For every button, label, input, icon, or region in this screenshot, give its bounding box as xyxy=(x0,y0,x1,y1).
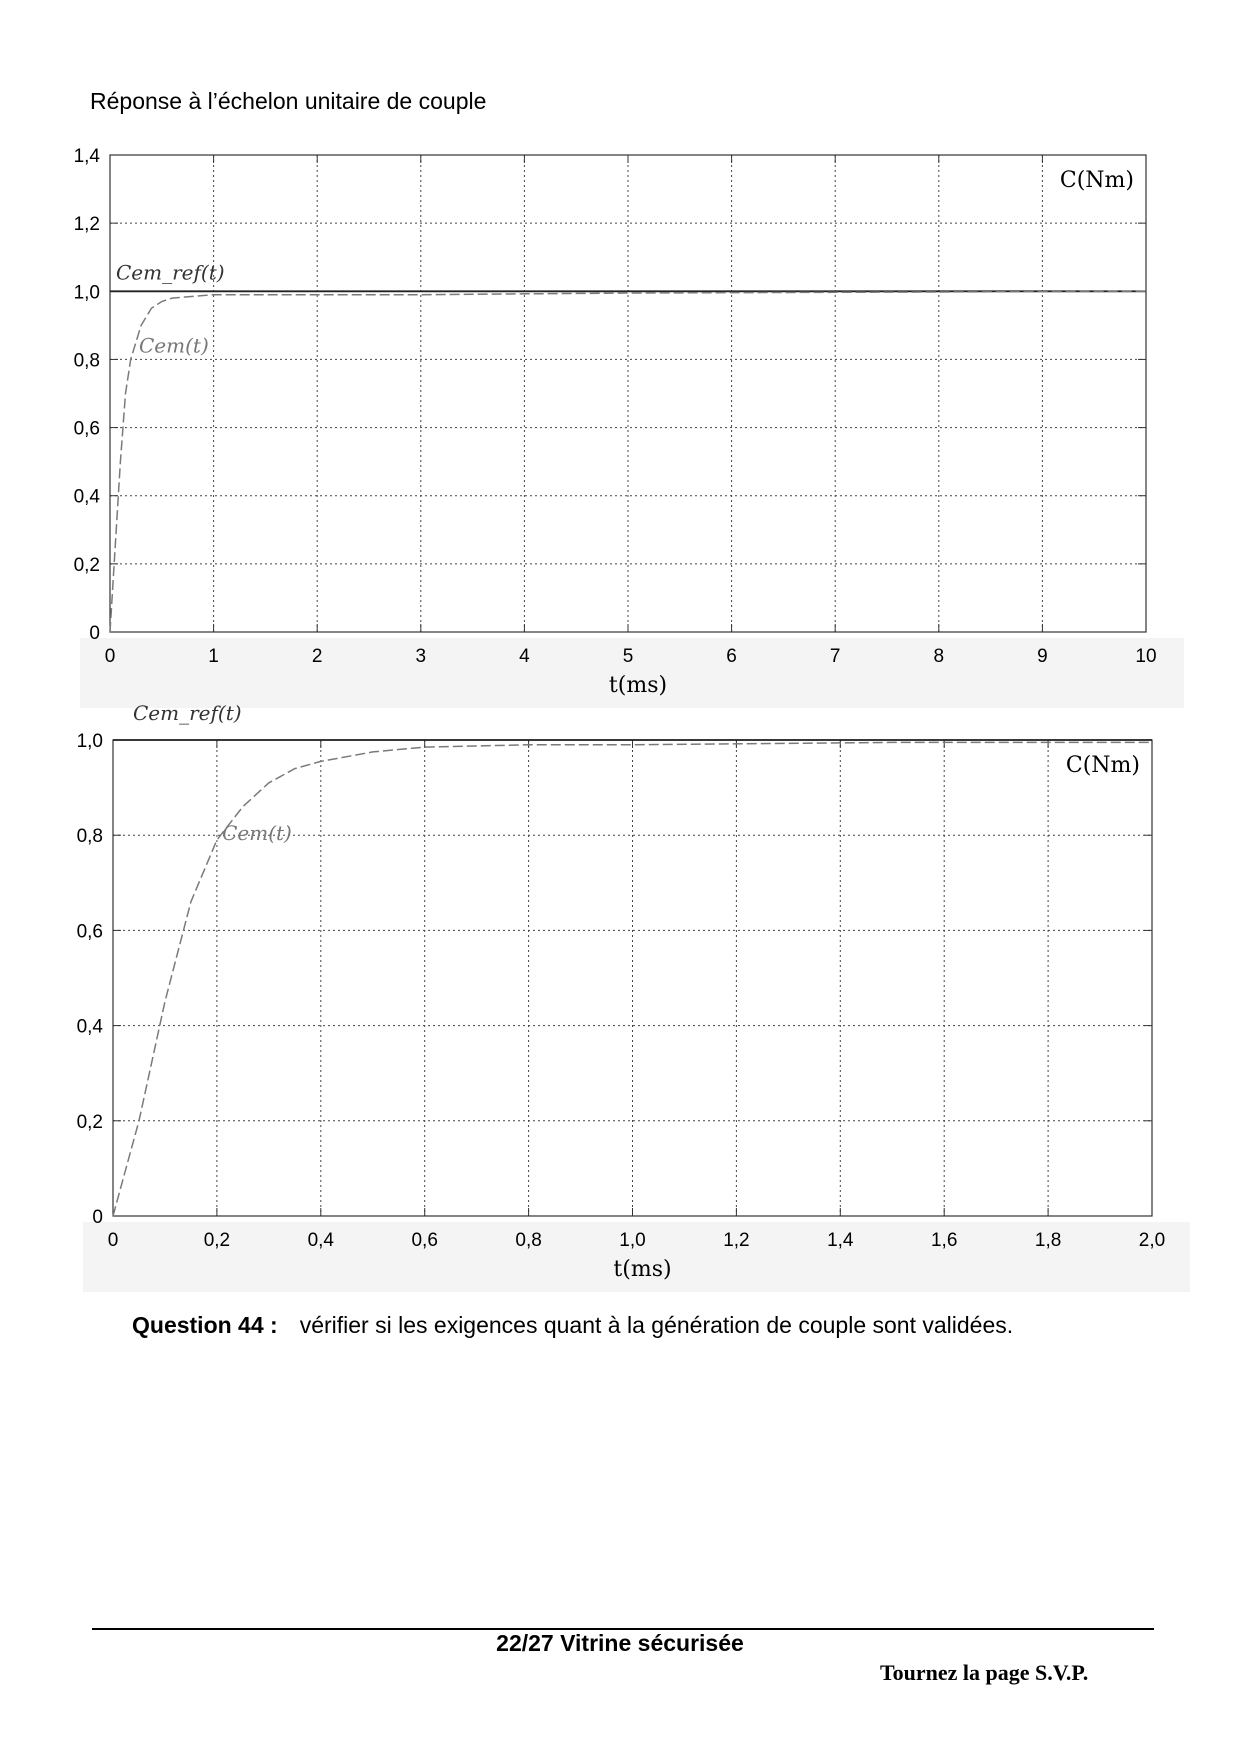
x-tick-label: 0,4 xyxy=(307,1230,335,1251)
y-tick-label: 1,2 xyxy=(73,214,100,236)
series-label-ref: Cem_ref(t) xyxy=(116,260,225,285)
x-tick-label: 6 xyxy=(726,646,737,667)
y-tick-label: 1,0 xyxy=(76,731,103,752)
y-axis-label: C(Nm) xyxy=(1065,753,1140,778)
x-tick-label: 7 xyxy=(829,646,841,667)
x-tick-label: 1,2 xyxy=(723,1230,750,1251)
y-tick-label: 0,6 xyxy=(76,921,103,943)
y-tick-label: 0,2 xyxy=(73,554,100,576)
series-label-em: Cem(t) xyxy=(139,333,209,358)
x-tick-label: 8 xyxy=(933,646,945,667)
x-tick-label: 0,8 xyxy=(515,1230,542,1251)
x-tick-label: 1,0 xyxy=(619,1230,646,1251)
x-tick-label: 2 xyxy=(311,646,323,667)
x-tick-label: 0,6 xyxy=(411,1230,438,1251)
y-tick-label: 0,8 xyxy=(76,826,103,848)
page-title: Réponse à l’échelon unitaire de couple xyxy=(90,88,487,114)
x-tick-label: 1,4 xyxy=(827,1230,854,1251)
y-tick-label: 1,0 xyxy=(73,282,100,304)
series-line xyxy=(113,742,1152,1216)
question xyxy=(132,1312,1013,1339)
y-tick-label: 0,4 xyxy=(73,486,100,508)
x-axis-label: t(ms) xyxy=(613,1257,672,1282)
y-tick-label: 0,2 xyxy=(76,1111,103,1133)
x-tick-label: 1,8 xyxy=(1034,1230,1062,1251)
x-tick-label: 0 xyxy=(107,1230,119,1251)
x-tick-label: 2,0 xyxy=(1138,1230,1166,1251)
x-tick-label: 0 xyxy=(104,646,116,667)
footer-turn: Tournez la page S.V.P. xyxy=(880,1660,1089,1685)
y-tick-label: 0,8 xyxy=(73,350,100,372)
y-tick-label: 0,6 xyxy=(73,418,100,440)
y-tick-label: 0 xyxy=(89,623,100,644)
x-tick-label: 3 xyxy=(415,646,427,667)
x-tick-label: 0,2 xyxy=(203,1230,231,1251)
y-tick-label: 0 xyxy=(92,1207,103,1228)
y-tick-label: 0,4 xyxy=(76,1016,103,1038)
y-tick-label: 1,4 xyxy=(73,146,100,167)
x-tick-label: 1,6 xyxy=(930,1230,958,1251)
y-axis-label: C(Nm) xyxy=(1059,168,1134,193)
series-label-em: Cem(t) xyxy=(222,820,292,845)
x-tick-label: 10 xyxy=(1135,646,1157,667)
question-label: Question 44 : xyxy=(132,1312,278,1338)
x-axis-label: t(ms) xyxy=(608,673,668,698)
footer-page: 22/27 Vitrine sécurisée xyxy=(496,1630,744,1656)
x-tick-label: 9 xyxy=(1037,646,1048,667)
x-tick-label: 1 xyxy=(208,646,219,667)
series-label-ref: Cem_ref(t) xyxy=(133,701,242,725)
x-tick-label: 4 xyxy=(519,646,530,667)
question-text: vérifier si les exigences quant à la génération de couple sont validées. xyxy=(299,1312,1014,1338)
x-tick-label: 5 xyxy=(622,646,634,667)
